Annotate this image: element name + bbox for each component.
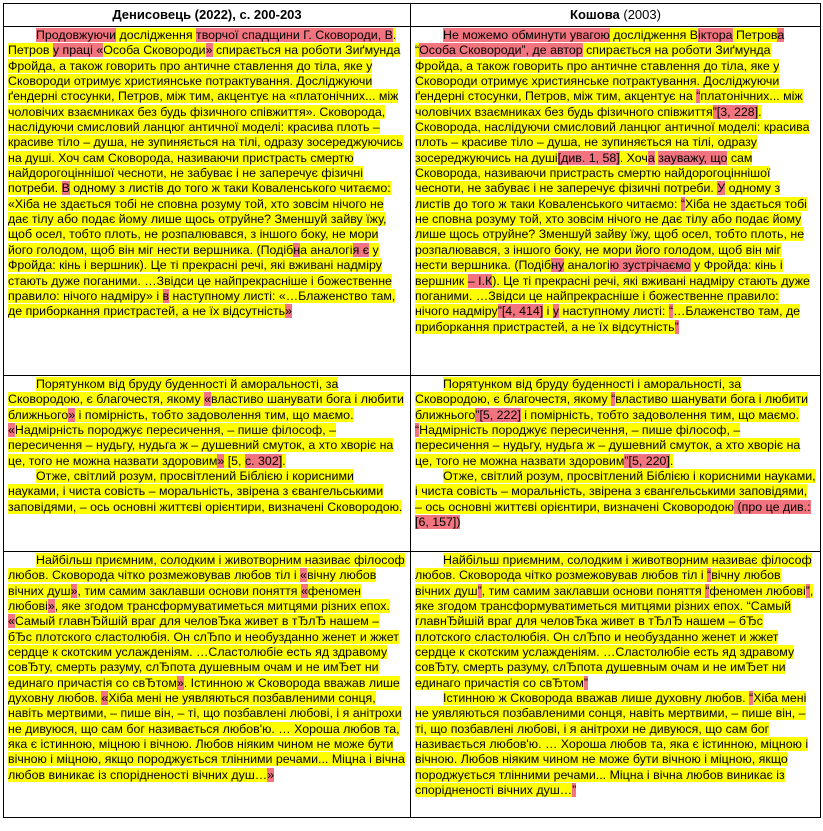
matched-text-segment: Надмірність породжує пересичення, – пише філософ, – пересичення – нудьгу, нудьга ж – душевний смуток, а хто хворіє на це, того не можна назвати здоровим [415,423,801,468]
changed-text-segment: “ [749,691,754,706]
changed-text-segment: » [70,583,78,598]
changed-text-segment: (про це див.: [6, 157]) [415,499,811,530]
matched-text-segment: наступному листі: «…Блаженство там, де приборкання пристрастей, а не їх відсутність [8,288,396,319]
cell-left [4,27,411,376]
changed-text-segment: н [293,242,301,257]
changed-text-segment: « [204,392,212,407]
changed-text-segment: Продовжуючи [36,28,117,42]
matched-text-segment: Порятунком від бруду буденності і аморальності, за Сковородою, є благочестя, якому [415,377,742,407]
header-left [4,4,411,27]
comparison-table [3,3,821,818]
matched-text-segment: у Фройда: кінь і вершник). Це ті прекрасні речі, які вживані надміру стають дуже поганими. …Звідси це найпрекрасніше і божественне правило: нічого надміру» і [8,242,392,303]
header-row [4,4,821,27]
changed-text-segment: Не можемо обминути увагою [443,28,610,42]
matched-text-segment: Найбільш приємним, солодким і животворним називає філософ любов. Сковорода чітко розмежовував любов тіл і [415,553,812,583]
matched-text-segment: , тим самим заклавши основи поняття [77,583,301,598]
changed-text-segment: “ [668,304,673,319]
changed-text-segment: с. 302] [244,453,283,468]
matched-text-segment: Отже, світлий розум, просвітлений Біблією і корисними науками, і чиста совість – моральність, звірена з євангельськими заповідями, – ось основні життєві орієнтири, визначені Сковородою [415,469,816,514]
changed-text-segment: “ [705,583,710,598]
matched-text-segment: . [282,453,286,468]
matched-text-segment: …Блаженство там, де приборкання пристрастей, а не їх відсутність [415,304,801,334]
changed-text-segment: у [552,304,560,319]
changed-text-segment: а [777,28,785,42]
changed-text-segment: Особа Сковороди [419,43,522,58]
changed-text-segment: творчої спадщини Г. Сковороди, В [196,28,393,42]
matched-text-segment: спирається на роботи Зиґмунда Фройда, а також говорить про античне ставлення до тіла, яке у Сковороди отримує християнське потрактування. Досліджуючи ґендерні стосунки, Петров, між тим, акцентує на «платонічних... між чоловічих взаємниках без будь фізичного співжиття». Сковорода, наслідуючи смисловий ланцюг античної моделі: красива плоть – красиве тіло – душа, не зупиняється на тілі, одразу зосереджуючись на душі. Хоч сам Сковорода, називаючи пристрасть смертю найдорогоціннішої чесноти, не забуває і не заперечує фізичні потреби. [8,43,403,196]
cell-right [411,376,821,552]
paragraph [415,469,816,530]
matched-text-segment: сам Сковорода, називаючи пристрасть смертю найдорогоціннішої чесноти, не забуває і не заперечує фізичні потреби. [415,150,771,196]
paragraph [8,377,406,469]
changed-text-segment: “ [680,196,685,211]
header-right-title: Кошова [570,7,620,23]
matched-text-segment: дослідження В [609,28,699,42]
table-row [4,27,821,376]
changed-text-segment: ” [805,583,810,598]
matched-text-segment: одному з листів до того ж таки Коваленського читаємо: «Хіба не здається тобі не сповна розуму той, хто зовсім нічого не дає тілу або подає йому лише щось отруйне? Зменшуй зайву їжу, щоб осел, тобто плоть, не розпалювався, з іншого боку, не мори його голодом, щоб він міг нести вершника. (Подіб [8,181,391,257]
matched-text-segment: “ [415,43,420,58]
changed-text-segment: в [162,288,170,303]
matched-text-segment: “Самый главнЂйшій враг для человЂка живет в тЂлЂ нашем – бЂс плотского сластолюбія. Он слЂпо и необузданно женет и жжет сердце к скотским услажденіям. …Сластолюбіе есть яд здравому совЂту, смерть разуму, слЂпота душевным очам и не имЂет ни единаго причастія со свЂтом [415,599,795,690]
matched-text-segment: а аналогі [300,242,353,257]
matched-text-segment: наступному листі: [559,304,669,319]
paragraph [415,691,816,798]
matched-text-segment: одному з листів до того ж таки Коваленського читаємо: [415,181,781,211]
matched-text-segment: і помірність, тобто задоволення тим, що маємо. [520,407,800,422]
header-right-year: (2003) [623,7,661,23]
changed-text-segment: » [217,453,225,468]
cell-right [411,27,821,376]
cell-left [4,376,411,552]
matched-text-segment: властиво шанувати бога і любити ближнього [415,392,809,422]
matched-text-segment: і помірність, тобто задоволення тим, що маємо. [75,407,354,422]
cell-right [411,552,821,818]
matched-text-segment: Істинною ж Сковорода вважав лише духовну любов. [443,691,750,706]
header-left-title: Денисовець (2022), с. 200-203 [112,7,302,23]
changed-text-segment: « [8,423,15,438]
changed-text-segment: У [717,181,726,196]
changed-text-segment: « [8,614,15,629]
matched-text-segment: і [543,304,553,319]
changed-text-segment: ” [572,783,577,798]
matched-text-segment: . Сковорода, наслідуючи смисловий ланцюг античної моделі: красива плоть – красиве тіло – душа, не зупиняється на тілі, одразу зосереджуючись на душі [415,104,810,165]
changed-text-segment: ” [583,675,588,690]
changed-text-segment: » [47,599,55,614]
matched-text-segment: . Хоч [619,150,648,165]
changed-text-segment: « [101,691,109,706]
changed-text-segment: ”[5, 220] [624,453,670,468]
matched-text-segment: Хіба мені не уявляються позбавленими сонця, навіть мертвими, – пише він, – ті, що позбавлені любові, і я анітрохи не дивуюся, що сам бог називається любов'ю. … Хороша любов та, яка є істинною, міцною і вічною. Любов ніяким чином не може бути вічною і міцною, якщо породжується тлінними речами... Міцна і вічна любов виникає із спорідненості вічних душ… [8,691,405,782]
matched-text-segment: Найбільш приємним, солодким і животворним називає філософ любов. Сковорода чітко розмежовував любов тіл і [8,553,405,583]
changed-text-segment: “ [611,392,616,407]
changed-text-segment: ”, де автор [521,43,583,58]
matched-text-segment: Самый главнЂйшій враг для человЂка живет в тЂлЂ нашем – бЂс плотского сластолюбія. Он слЂпо и необузданно женет и жжет сердце к скотским услажденіям. …Сластолюбіе есть яд здравому совЂту, смерть разуму, слЂпота душевным очам и не имЂет ни единаго причастія со свЂтом [8,614,399,690]
matched-text-segment: Порятунком від бруду буденності й аморальності, за Сковородою, є благочестя, якому [8,377,339,407]
matched-text-segment: Хіба мені не уявляються позбавленими сонця, навіть мертвими, – пише він, – ті, що позбавлені любові, і я анітрохи не дивуюся, що сам бог називається любов'ю. … Хороша любов та, яка є істинною, міцною і вічною. Любов ніяким чином не може бути вічною і міцною, якщо породжується тлінними речами... Міцна і вічна любов виникає із спорідненості вічних душ… [415,691,809,798]
matched-text-segment: феномен любові [709,583,806,598]
matched-text-segment: . Петров [8,28,397,58]
changed-text-segment: “ [696,89,701,104]
matched-text-segment: , тим самим заклавши основи поняття [481,583,706,598]
changed-text-segment: зауважу, що [658,150,728,165]
table-row [4,376,821,552]
matched-text-segment: у Фройда: кінь і вершник [415,258,783,288]
header-right [411,4,821,27]
changed-text-segment: я є [352,242,370,257]
changed-text-segment: – І.К [467,273,493,288]
changed-text-segment: “ [707,568,712,583]
changed-text-segment: ”[4, 414] [497,304,544,319]
matched-text-segment: спирається на роботи Зиґмунда Фройда, а також говорить про античне ставлення до тіла, яке у Сковороди отримує християнське потрактування. Досліджуючи ґендерні стосунки, Петров, між тим, акцентує на [415,43,780,104]
matched-text-segment: , яке згодом трансформуватиметься митцями різних епох. [415,583,814,614]
changed-text-segment: [див. 1, 58] [557,150,620,165]
paragraph [8,553,406,783]
matched-text-segment: Надмірність породжує пересичення, – пише філософ, – пересичення – нудьгу, нудьга ж – душевний смуток, а хто хворіє на це, того не можна назвати здоровим [8,423,394,468]
matched-text-segment: Особа Сковороди [103,43,206,58]
changed-text-segment: В [61,181,70,196]
matched-text-segment: Хіба не здається тобі не сповна розуму той, хто зовсім нічого не дає тілу або подає йому лише щось отруйне? Зменшуй зайву їжу, щоб осел, тобто плоть, не розпалювався, з іншого боку, не мори його голодом, щоб він міг нести вершника. (Подіб [415,196,807,273]
changed-text-segment: » [267,767,275,782]
paragraph [415,553,816,691]
changed-text-segment: ” [477,583,482,598]
changed-text-segment: » [285,304,293,319]
paragraph [8,28,406,320]
matched-text-segment: Петров [732,28,778,42]
matched-text-segment: ). Це ті прекрасні речі, які вживані надміру стають дуже поганими. …Звідси це найпрекрасніше і божественне правило: нічого надміру [415,273,810,319]
changed-text-segment: ну [551,258,565,273]
changed-text-segment: ” [674,319,679,334]
table-row [4,552,821,818]
changed-text-segment: » [205,43,213,58]
matched-text-segment: . Істинною ж Сковорода вважав лише духовну любов. [8,675,400,706]
paragraph [415,377,816,469]
changed-text-segment: а [647,150,655,165]
matched-text-segment: , яке згодом трансформуватиметься митцями різних епох. [54,599,390,614]
cell-left [4,552,411,818]
changed-text-segment: у праці « [52,43,104,58]
changed-text-segment: » [176,675,184,690]
matched-text-segment: [5, [224,453,245,468]
paragraph [415,28,816,335]
changed-text-segment: « [300,583,308,598]
paragraph [8,469,406,515]
changed-text-segment: ю зустрічаємо [609,258,691,273]
matched-text-segment: платонічних... між чоловічих взаємниках без будь фізичного співжиття [415,89,803,119]
changed-text-segment: ”[3, 228] [712,104,759,119]
changed-text-segment: » [68,407,76,422]
changed-text-segment: « [300,568,307,583]
matched-text-segment: Отже, світлий розум, просвітлений Біблією і корисними науками, і чиста совість – моральність, звірена з євангельськими заповідями, – ось основні життєві орієнтири, визначені Сковородою. [8,469,403,514]
changed-text-segment: ”[5, 222] [475,407,521,422]
matched-text-segment: . [669,453,674,468]
matched-text-segment: дослідження [116,28,197,42]
matched-text-segment: вічну любов вічних душ [8,568,377,598]
matched-text-segment: аналогі [564,258,610,273]
matched-text-segment: властиво шанувати бога і любити ближнього [8,392,404,422]
matched-text-segment: феномен любові [8,583,361,614]
changed-text-segment: “ [415,423,420,438]
matched-text-segment: вічну любов вічних душ [415,568,781,598]
changed-text-segment: іктора [698,28,733,42]
